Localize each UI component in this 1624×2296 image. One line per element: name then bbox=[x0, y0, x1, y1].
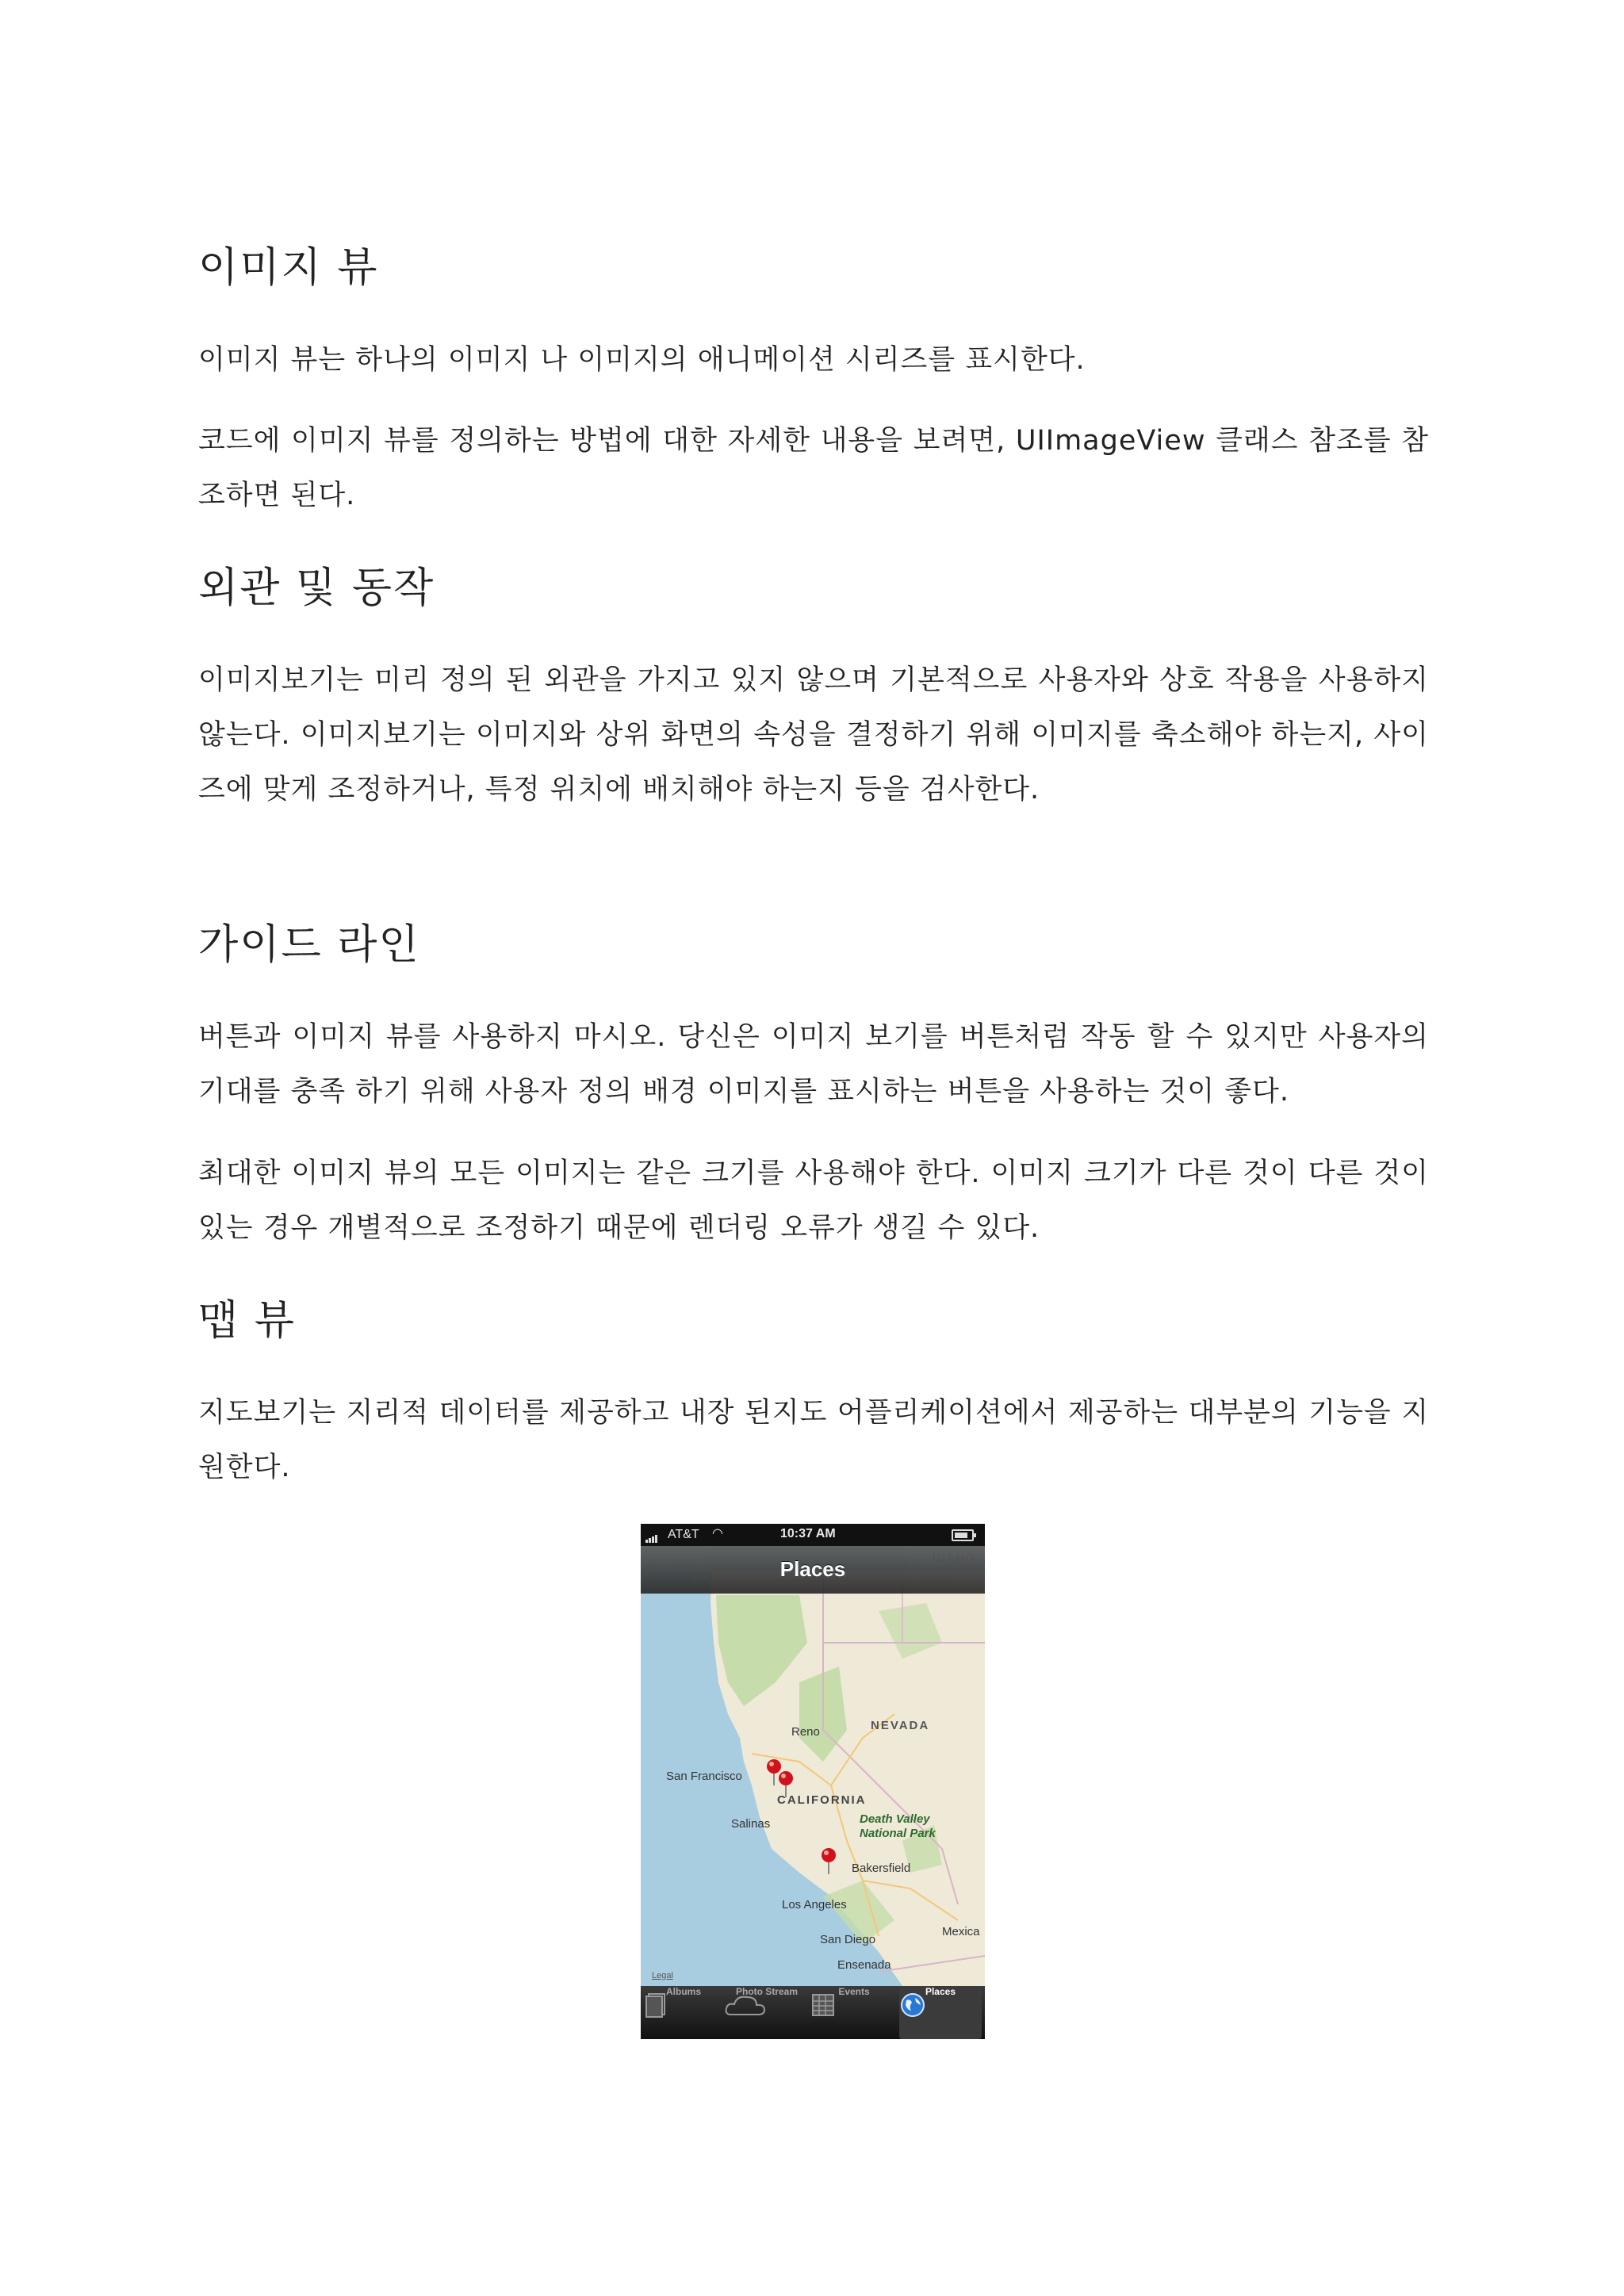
tab-bar bbox=[641, 1986, 985, 2039]
paragraph: 최대한 이미지 뷰의 모든 이미지는 같은 크기를 사용해야 한다. 이미지 크기가 다른 것이 다른 것이 있는 경우 개별적으로 조정하기 때문에 렌더링 오류가 생길 수 있다. bbox=[198, 1158, 1429, 1244]
cloud-icon bbox=[723, 1992, 768, 2018]
nav-title: Places bbox=[779, 1557, 846, 1581]
paragraph: 이미지보기는 미리 정의 된 외관을 가지고 있지 않으며 기본적으로 사용자와 상호 작용을 사용하지 않는다. 이미지보기는 이미지와 상위 화면의 속성을 결정하기 위해 이미지를 축소해야 하는지, 사이즈에 맞게 조정하거나, 특정 위치에 배치해야 하는지 등을 검사한다. bbox=[198, 664, 1429, 806]
paragraph: 버튼과 이미지 뷰를 사용하지 마시오. 당신은 이미지 보기를 버튼처럼 작동 할 수 있지만 사용자의 기대를 충족 하기 위해 사용자 정의 배경 이미지를 표시하는 버튼을 사용하는 것이 좋다. bbox=[198, 1021, 1429, 1108]
map-label-san-francisco: San Francisco bbox=[666, 1770, 742, 1783]
map-label-los-angeles: Los Angeles bbox=[782, 1898, 847, 1911]
albums-icon bbox=[644, 1992, 668, 2018]
map-label-bakersfield: Bakersfield bbox=[852, 1862, 911, 1875]
map-screenshot bbox=[641, 1524, 985, 2039]
map-label-mexicali: Mexica bbox=[942, 1925, 980, 1938]
section-heading-guidelines: 가이드 라인 bbox=[198, 921, 420, 969]
map-label-salinas: Salinas bbox=[731, 1817, 771, 1831]
map-label-san-diego: San Diego bbox=[820, 1933, 876, 1946]
map-label-reno: Reno bbox=[791, 1725, 820, 1739]
navigation-bar bbox=[641, 1546, 985, 1594]
section-heading-image-view: 이미지 뷰 bbox=[198, 244, 379, 292]
tab-places[interactable] bbox=[899, 1986, 982, 2039]
tab-events[interactable] bbox=[810, 1986, 898, 2039]
map-legal-link[interactable]: Legal bbox=[652, 1971, 673, 1980]
signal-icon bbox=[645, 1529, 663, 1540]
globe-icon bbox=[899, 1992, 926, 2018]
tab-label: Places bbox=[925, 1986, 956, 1997]
paragraph: 지도보기는 지리적 데이터를 제공하고 내장 된지도 어플리케이션에서 제공하는 대부분의 기능을 지원한다. bbox=[198, 1397, 1429, 1483]
paragraph: 코드에 이미지 뷰를 정의하는 방법에 대한 자세한 내용을 보려면, UIImageView 클래스 참조를 참조하면 된다. bbox=[198, 425, 1429, 511]
carrier-label: AT&T bbox=[668, 1528, 699, 1541]
status-time: 10:37 AM bbox=[780, 1527, 836, 1540]
calendar-icon bbox=[810, 1992, 836, 2018]
section-heading-map-view: 맵 뷰 bbox=[198, 1297, 296, 1345]
map-label-ensenada: Ensenada bbox=[837, 1958, 891, 1972]
battery-icon bbox=[952, 1529, 974, 1541]
section-heading-appearance: 외관 및 동작 bbox=[198, 564, 435, 612]
tab-photo-stream[interactable] bbox=[723, 1986, 810, 2039]
status-bar bbox=[641, 1524, 985, 1546]
tab-label: Albums bbox=[665, 1986, 701, 1997]
tab-label: Events bbox=[838, 1986, 870, 1997]
map-label-nevada: NEVADA bbox=[871, 1719, 930, 1732]
map-label-california: CALIFORNIA bbox=[777, 1793, 867, 1807]
tab-albums[interactable] bbox=[644, 1986, 723, 2039]
paragraph: 이미지 뷰는 하나의 이미지 나 이미지의 애니메이션 시리즈를 표시한다. bbox=[198, 344, 1086, 376]
map-label-death-valley: Death Valley National Park bbox=[860, 1812, 936, 1840]
wifi-icon: ◠ bbox=[712, 1527, 723, 1540]
tab-label: Photo Stream bbox=[735, 1986, 798, 1997]
